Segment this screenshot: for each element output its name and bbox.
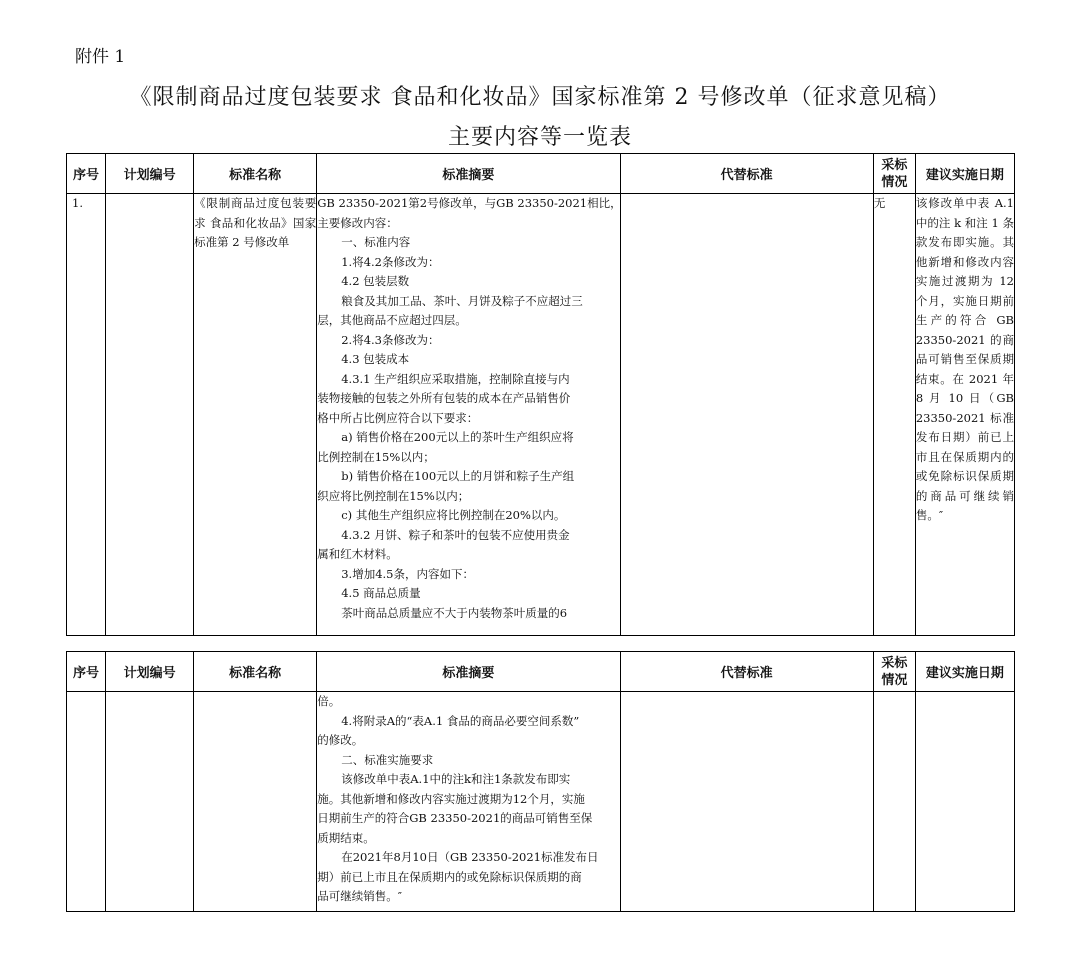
row-std-name: 《限制商品过度包装要求 食品和化妆品》国家标准第 2 号修改单 bbox=[194, 194, 317, 636]
summary-line: c) 其他生产组织应将比例控制在20%以内。 bbox=[341, 508, 566, 522]
summary-line: 格中所占比例应符合以下要求： bbox=[317, 410, 479, 425]
header-index: 序号 bbox=[67, 652, 106, 692]
header-adoption bbox=[873, 154, 915, 194]
summary-line: 粮食及其加工品、茶叶、月饼及粽子不应超过三 bbox=[341, 293, 583, 308]
row-std-name-empty bbox=[194, 692, 317, 912]
header-plan-no: 计划编号 bbox=[106, 154, 194, 194]
summary-line: 比例控制在15%以内； bbox=[317, 449, 435, 464]
header-adoption-line2: 情况 bbox=[881, 672, 908, 688]
summary-line: GB 23350-2021第2号修改单，与GB 23350-2021相比， bbox=[317, 196, 622, 210]
row-adoption: 无 bbox=[873, 194, 915, 636]
header-plan-no: 计划编号 bbox=[106, 652, 194, 692]
header-index: 序号 bbox=[67, 154, 106, 194]
row-plan-no bbox=[106, 194, 194, 636]
summary-line: 在2021年8月10日（GB 23350-2021标准发布日 bbox=[341, 850, 599, 864]
summary-line: 4.3.1 生产组织应采取措施，控制除直接与内 bbox=[341, 371, 570, 386]
row-replaced bbox=[620, 194, 873, 636]
row-adoption-empty bbox=[873, 692, 915, 912]
header-adoption-line1: 采标 bbox=[881, 655, 908, 671]
document-title: 《限制商品过度包装要求 食品和化妆品》国家标准第 2 号修改单（征求意见稿） bbox=[129, 85, 951, 110]
summary-line: 4.3.2 月饼、粽子和茶叶的包装不应使用贵金 bbox=[341, 527, 570, 542]
summary-line: 的修改。 bbox=[317, 733, 364, 747]
summary-line: 一、标准内容 bbox=[341, 235, 411, 249]
header-summary: 标准摘要 bbox=[317, 652, 620, 692]
summary-line: 4.将附录A的“表A.1 食品的商品必要空间系数” bbox=[341, 713, 580, 728]
row-summary-continued bbox=[317, 692, 620, 912]
summary-line: 日期前生产的符合GB 23350-2021的商品可销售至保 bbox=[317, 811, 593, 825]
table-header-row bbox=[67, 652, 1015, 692]
summary-line: 质期结束。 bbox=[317, 830, 375, 845]
summary-line: 2.将4.3条修改为： bbox=[341, 332, 440, 347]
header-adoption-line1: 采标 bbox=[881, 157, 908, 173]
row-impl-date: 该修改单中表 A.1 中的注 k 和注 1 条款发布即实施。其他新增和修改内容实施过渡期为 12 个月，实施日期前生产的符合 GB 23350-2021 的商品可销售至保质期结束。在 2021 年 8 月 10 日（GB 23350-2021 标准发布日期）前已上市且在保质期内的或免除标识保质期的商品可继续销售。″ bbox=[915, 194, 1014, 636]
summary-line: 茶叶商品总质量应不大于内装物茶叶质量的6 bbox=[341, 605, 568, 620]
summary-line: 该修改单中表A.1中的注k和注1条款发布即实 bbox=[341, 772, 571, 786]
header-impl-date: 建议实施日期 bbox=[915, 652, 1014, 692]
summary-line: 装物接触的包装之外所有包装的成本在产品销售价 bbox=[317, 391, 571, 405]
summary-line: 倍。 bbox=[317, 694, 341, 708]
standards-table-part1 bbox=[66, 153, 1015, 636]
header-replaced: 代替标准 bbox=[620, 154, 873, 194]
summary-line: b) 销售价格在100元以上的月饼和粽子生产组 bbox=[341, 469, 575, 483]
header-adoption bbox=[873, 652, 915, 692]
summary-line: 4.2 包装层数 bbox=[341, 274, 410, 288]
summary-line: a) 销售价格在200元以上的茶叶生产组织应将 bbox=[341, 430, 574, 444]
summary-line: 品可继续销售。″ bbox=[317, 889, 403, 903]
document-subtitle: 主要内容等一览表 bbox=[447, 125, 632, 150]
standards-table-part2 bbox=[66, 651, 1015, 912]
summary-line: 4.3 包装成本 bbox=[341, 352, 410, 366]
header-replaced: 代替标准 bbox=[620, 652, 873, 692]
table-row bbox=[67, 692, 1015, 912]
attachment-label: 附件 1 bbox=[75, 47, 126, 67]
row-impl-date-empty bbox=[915, 692, 1014, 912]
summary-line: 期）前已上市且在保质期内的或免除标识保质期的商 bbox=[317, 869, 582, 884]
summary-line: 二、标准实施要求 bbox=[341, 752, 434, 767]
table-row bbox=[67, 194, 1015, 636]
header-impl-date: 建议实施日期 bbox=[915, 154, 1014, 194]
summary-line: 属和红木材料。 bbox=[317, 547, 398, 561]
row-index: 1. bbox=[67, 194, 106, 636]
summary-line: 织应将比例控制在15%以内； bbox=[317, 488, 470, 503]
header-std-name: 标准名称 bbox=[194, 154, 317, 194]
summary-line: 主要修改内容： bbox=[317, 215, 398, 230]
summary-line: 3.增加4.5条，内容如下： bbox=[341, 566, 474, 581]
row-replaced-empty bbox=[620, 692, 873, 912]
row-index-empty bbox=[67, 692, 106, 912]
table-header-row bbox=[67, 154, 1015, 194]
summary-line: 1.将4.2条修改为： bbox=[341, 254, 440, 269]
summary-line: 层，其他商品不应超过四层。 bbox=[317, 313, 467, 327]
header-std-name: 标准名称 bbox=[194, 652, 317, 692]
summary-line: 施。其他新增和修改内容实施过渡期为12个月，实施 bbox=[317, 791, 585, 806]
row-summary bbox=[317, 194, 620, 636]
row-plan-no-empty bbox=[106, 692, 194, 912]
summary-line: 4.5 商品总质量 bbox=[341, 586, 421, 600]
header-adoption-line2: 情况 bbox=[881, 174, 908, 190]
header-summary: 标准摘要 bbox=[317, 154, 620, 194]
